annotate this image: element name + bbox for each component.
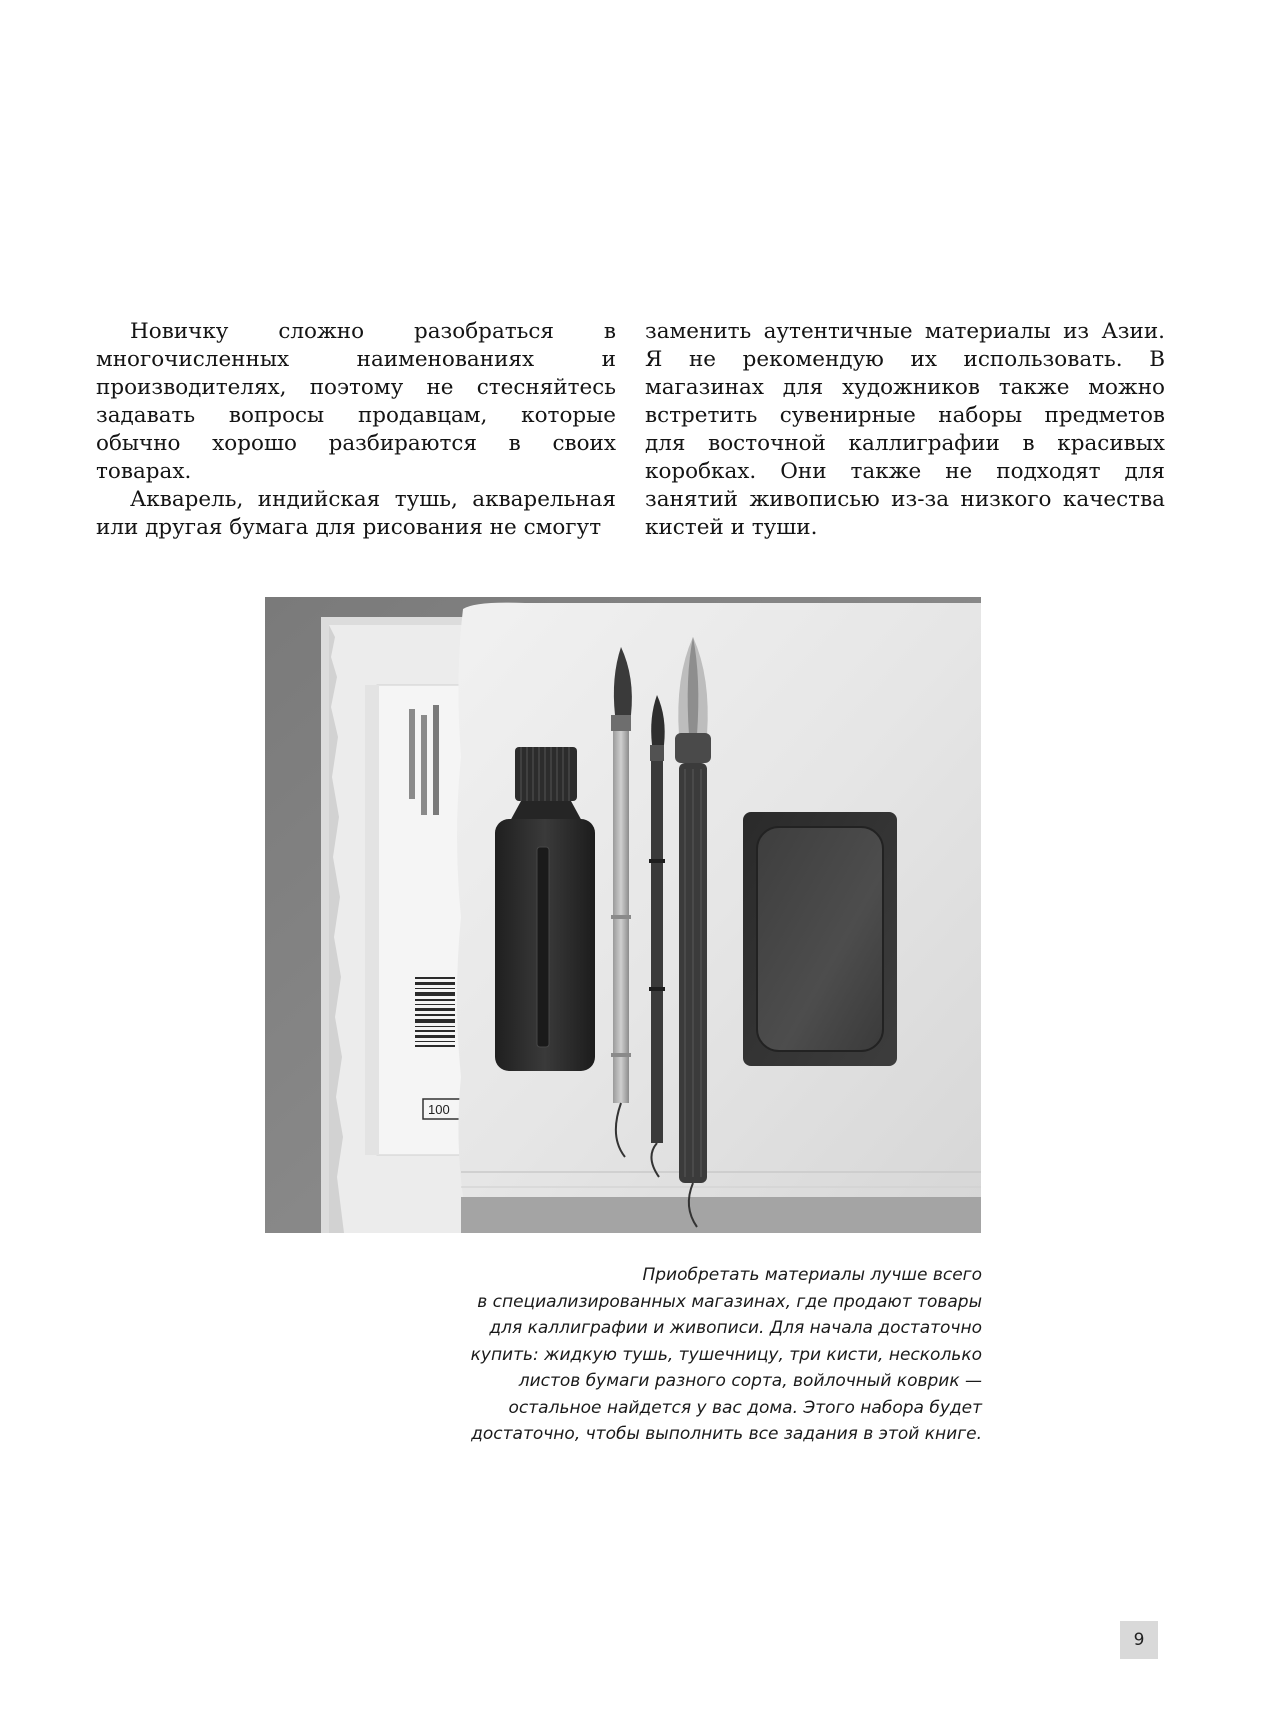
caption-line: купить: жидкую тушь, тушечницу, три кисти, несколько	[470, 1344, 982, 1365]
paragraph: Акварель, индийская тушь, акварельная или другая бумага для рисования не смогут	[96, 487, 616, 540]
caption-line: достаточно, чтобы выполнить все задания в этой книге.	[471, 1424, 982, 1444]
paragraph: заменить аутентичные материалы из Азии. Я не рекомендую их использовать. В магазинах для художников также можно встретить сувенирные наборы предметов для восточной каллиграфии в красивых коробках. Они также не подходят для занятий живописью из-за низкого качества кистей и туши.	[645, 319, 1165, 540]
paragraph: Новичку сложно разобраться в многочисленных наименованиях и производителях, поэтому не стесняйтесь задавать вопросы продавцам, которые обычно хорошо разбираются в своих товарах.	[96, 319, 616, 484]
caption-line: остальное найдется у вас дома. Этого набора будет	[508, 1397, 982, 1418]
caption-line: Приобретать материалы лучше всего	[642, 1265, 982, 1285]
calligraphy-materials-photo	[265, 597, 981, 1233]
brush-large	[675, 637, 711, 1227]
caption-line: листов бумаги разного сорта, войлочный коврик —	[518, 1371, 982, 1391]
brush-bamboo	[611, 647, 632, 1157]
caption-line: для каллиграфии и живописи. Для начала достаточно	[489, 1318, 982, 1338]
brush-thin	[649, 695, 665, 1177]
text-column-right	[645, 318, 1165, 542]
caption-line: в специализированных магазинах, где продают товары	[477, 1291, 982, 1312]
label-number: 100	[428, 1102, 450, 1117]
page-number: 9	[1120, 1621, 1158, 1659]
photo-caption	[470, 1262, 982, 1448]
text-column-left	[96, 318, 616, 542]
paper-stack	[321, 617, 481, 1233]
inkstone	[743, 812, 897, 1066]
